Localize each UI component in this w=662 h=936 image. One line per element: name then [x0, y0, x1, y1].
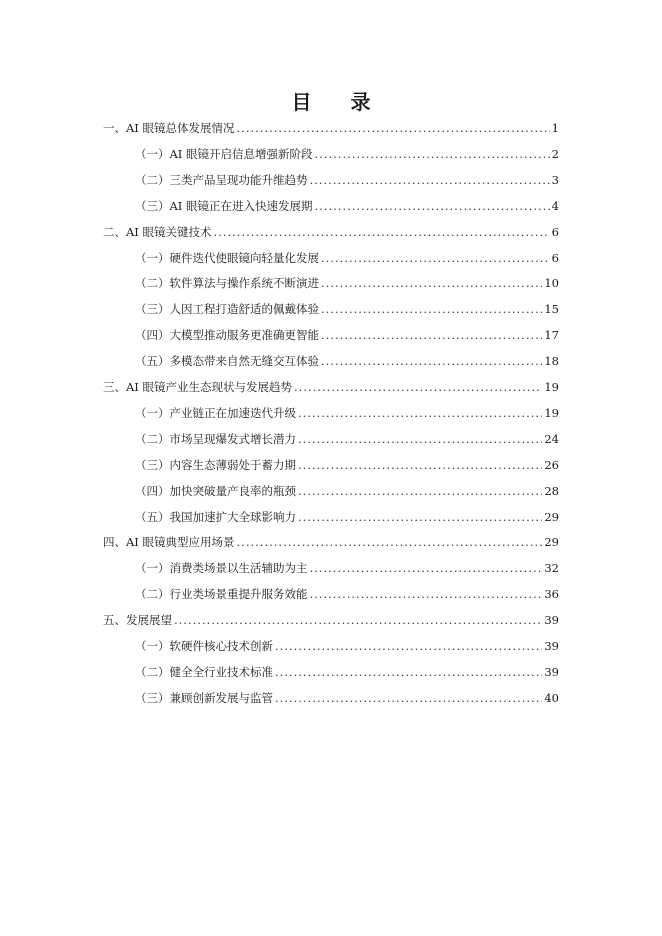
- toc-entry-label: （五）多模态带来自然无缝交互体验: [135, 354, 319, 369]
- dot-leader: [275, 636, 542, 656]
- toc-entry-label: 五、发展展望: [103, 613, 172, 628]
- toc-subsection-entry[interactable]: [135, 325, 559, 345]
- toc-subsection-entry[interactable]: [135, 273, 559, 293]
- toc-subsection-entry[interactable]: [135, 481, 559, 501]
- toc-section-entry[interactable]: [103, 532, 559, 552]
- dot-leader: [315, 196, 550, 216]
- toc-page-number: 19: [544, 380, 559, 394]
- dot-leader: [298, 507, 542, 527]
- toc-entry-label: （一）产业链正在加速迭代升级: [135, 405, 296, 420]
- dot-leader: [321, 325, 542, 345]
- toc-entry-label: （一）硬件迭代使眼镜向轻量化发展: [135, 250, 319, 265]
- toc-entry-label: （三）兼顾创新发展与监管: [135, 690, 273, 705]
- toc-entry-label: （一）软硬件核心技术创新: [135, 639, 273, 653]
- toc-page-number: 39: [544, 639, 559, 653]
- toc-section-entry[interactable]: [103, 377, 559, 397]
- toc-page-number: 2: [551, 146, 559, 161]
- toc-entry-label: （四）大模型推动服务更准确更智能: [135, 328, 319, 343]
- toc-page-number: 10: [544, 276, 559, 291]
- toc-subsection-entry[interactable]: [135, 196, 559, 216]
- toc-entry-label: 四、AI 眼镜典型应用场景: [103, 535, 235, 550]
- toc-subsection-entry[interactable]: [135, 144, 559, 164]
- dot-leader: [237, 118, 550, 138]
- toc-page-number: 24: [544, 431, 559, 446]
- toc-page-number: 29: [544, 509, 559, 524]
- dot-leader: [321, 248, 550, 268]
- dot-leader: [321, 273, 542, 293]
- toc-entry-label: （二）软件算法与操作系统不断演进: [135, 276, 319, 291]
- toc-entry-label: （二）三类产品呈现功能升维趋势: [135, 172, 308, 187]
- toc-page-number: 1: [551, 121, 559, 135]
- toc-page-number: 28: [544, 483, 559, 498]
- toc-entry-label: （四）加快突破量产良率的瓶颈: [135, 483, 296, 498]
- toc-subsection-entry[interactable]: [135, 558, 559, 578]
- toc-page-number: 29: [544, 535, 559, 550]
- dot-leader: [294, 377, 542, 397]
- dot-leader: [214, 222, 550, 242]
- dot-leader: [275, 662, 542, 682]
- dot-leader: [310, 558, 543, 578]
- toc-entry-label: （一）消费类场景以生活辅助为主: [135, 561, 308, 576]
- dot-leader: [275, 688, 542, 708]
- toc-subsection-entry[interactable]: [135, 455, 559, 475]
- toc-page-number: 32: [544, 561, 559, 576]
- toc-entry-label: （三）人因工程打造舒适的佩戴体验: [135, 302, 319, 317]
- toc-section-entry[interactable]: [103, 118, 559, 138]
- dot-leader: [298, 429, 542, 449]
- toc-subsection-entry[interactable]: [135, 170, 559, 190]
- toc-entry-label: （五）我国加速扩大全球影响力: [135, 509, 296, 524]
- dot-leader: [298, 403, 542, 423]
- toc-page-number: 6: [551, 250, 559, 265]
- toc-subsection-entry[interactable]: [135, 662, 559, 682]
- dot-leader: [310, 584, 543, 604]
- toc-page-number: 39: [544, 613, 559, 628]
- toc-subsection-entry[interactable]: [135, 248, 559, 268]
- toc-subsection-entry[interactable]: [135, 299, 559, 319]
- toc-subsection-entry[interactable]: [135, 507, 559, 527]
- page-title: 目 录: [291, 90, 387, 114]
- toc-entry-label: （二）市场呈现爆发式增长潜力: [135, 431, 296, 446]
- toc-page-number: 40: [544, 690, 559, 705]
- toc-page-number: 18: [544, 354, 559, 369]
- dot-leader: [321, 351, 542, 371]
- toc-page-number: 17: [544, 328, 559, 343]
- toc-page-number: 19: [544, 405, 559, 420]
- toc-entry-label: （三）AI 眼镜正在进入快速发展期: [135, 198, 313, 213]
- toc-entry-label: （二）行业类场景重提升服务效能: [135, 587, 308, 602]
- toc-entry-label: （二）健全全行业技术标准: [135, 664, 273, 679]
- toc-subsection-entry[interactable]: [135, 688, 559, 708]
- toc-entry-label: （一）AI 眼镜开启信息增强新阶段: [135, 146, 313, 161]
- toc-page-number: 4: [551, 198, 559, 213]
- dot-leader: [315, 144, 550, 164]
- toc-section-entry[interactable]: [103, 610, 559, 630]
- dot-leader: [321, 299, 542, 319]
- toc-page-number: 39: [544, 664, 559, 679]
- toc-entry-label: 一、AI 眼镜总体发展情况: [103, 121, 235, 135]
- toc-subsection-entry[interactable]: [135, 429, 559, 449]
- dot-leader: [310, 170, 550, 190]
- toc-entry-label: （三）内容生态薄弱处于蓄力期: [135, 457, 296, 472]
- toc-entry-label: 二、AI 眼镜关键技术: [103, 224, 212, 239]
- toc-subsection-entry[interactable]: [135, 584, 559, 604]
- toc-subsection-entry[interactable]: [135, 403, 559, 423]
- dot-leader: [237, 532, 543, 552]
- toc-entry-label: 三、AI 眼镜产业生态现状与发展趋势: [103, 380, 293, 394]
- dot-leader: [174, 610, 542, 630]
- toc-page-number: 15: [544, 302, 559, 317]
- toc-page-number: 6: [551, 224, 559, 239]
- toc-subsection-entry[interactable]: [135, 636, 559, 656]
- dot-leader: [298, 481, 542, 501]
- toc-page-number: 36: [544, 587, 559, 602]
- toc-page-number: 26: [544, 457, 559, 472]
- toc-section-entry[interactable]: [103, 222, 559, 242]
- dot-leader: [298, 455, 542, 475]
- toc-page-number: 3: [551, 172, 559, 187]
- toc-subsection-entry[interactable]: [135, 351, 559, 371]
